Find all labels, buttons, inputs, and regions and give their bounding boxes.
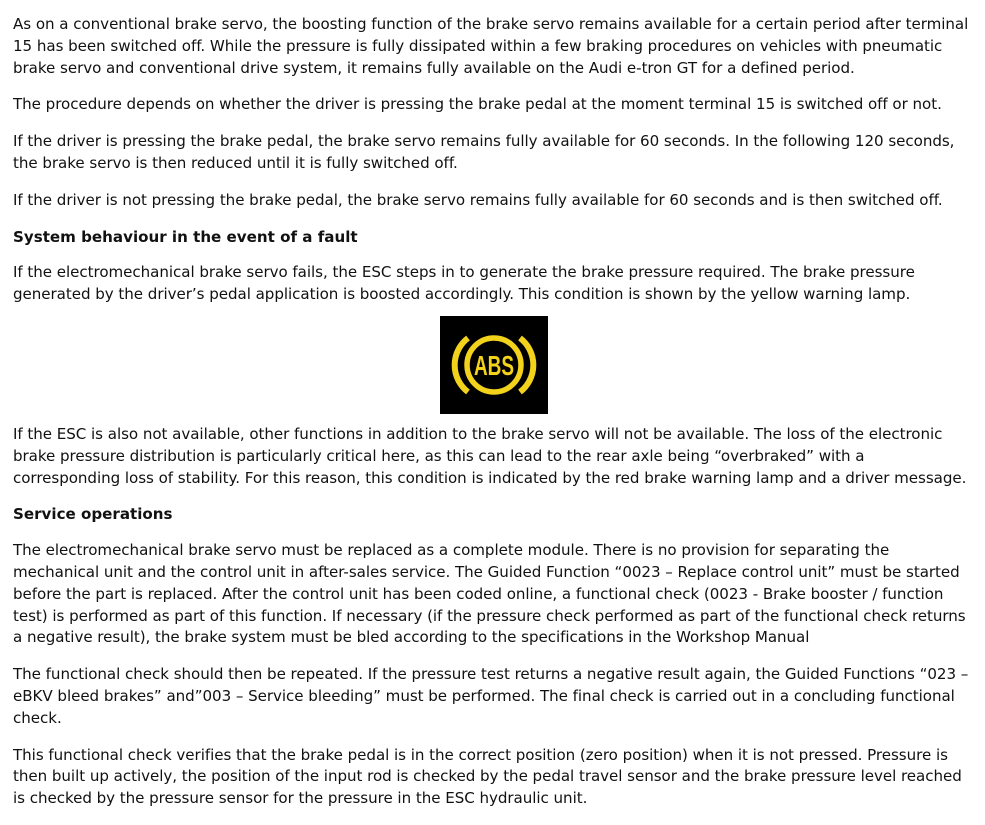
heading-fault-behaviour: System behaviour in the event of a fault [13,227,358,246]
abs-icon-label: ABS [474,349,514,381]
paragraph-repeat-check: The functional check should then be repeated. If the pressure test returns a negative result again, the Guided Functions “023 – eBKV bleed brakes” and”003 – Service bleeding” must be performed. The final check is carried out in a concluding functional check. [13,665,969,727]
document-page [13,14,975,810]
paragraph-esc-unavailable: If the ESC is also not available, other functions in addition to the brake servo will not be available. The loss of the electronic brake pressure distribution is particularly critical here, as this can lead to the rear axle being “overbraked” with a corresponding loss of stability. For this reason, this condition is indicated by the red brake warning lamp and a driver message. [13,424,967,487]
heading-service-operations: Service operations [13,505,173,524]
paragraph-brake-servo-availability: As on a conventional brake servo, the boosting function of the brake servo remains available for a certain period after terminal 15 has been switched off. While the pressure is fully dissipated within a few braking procedures on vehicles with pneumatic brake servo and conventional drive system, it remains fully available on the Audi e-tron GT for a defined period. [13,15,969,77]
paragraph-servo-fails: If the electromechanical brake servo fails, the ESC steps in to generate the brake pressure required. The brake pressure generated by the driver’s pedal application is boosted accordingly. This condition is shown by the yellow warning lamp. [13,263,915,304]
paragraph-pedal-pressed: If the driver is pressing the brake pedal, the brake servo remains fully available for 60 seconds. In the following 120 seconds, the brake servo is then reduced until it is fully switched off. [13,132,955,172]
abs-warning-icon [440,316,548,414]
paragraph-procedure: The procedure depends on whether the driver is pressing the brake pedal at the moment terminal 15 is switched off or not. [13,95,942,114]
paragraph-module-replacement: The electromechanical brake servo must be replaced as a complete module. There is no provision for separating the mechanical unit and the control unit in after-sales service. The Guided Function “0023 – Replace control unit” must be started before the part is replaced. After the control unit has been coded online, a functional check (0023 - Brake booster / function test) is performed as part of this function. If necessary (if the pressure check performed as part of the functional check returns a negative result), the brake system must be bled according to the specifications in the Workshop Manual [13,541,966,647]
warning-lamp-figure [13,316,975,414]
paragraph-pedal-not-pressed: If the driver is not pressing the brake pedal, the brake servo remains fully available for 60 seconds and is then switched off. [13,190,943,209]
paragraph-functional-check: This functional check verifies that the brake pedal is in the correct position (zero position) when it is not pressed. Pressure is then built up actively, the position of the input rod is checked by the pedal travel sensor and the brake pressure level reached is checked by the pressure sensor for the pressure in the ESC hydraulic unit. [13,745,962,808]
